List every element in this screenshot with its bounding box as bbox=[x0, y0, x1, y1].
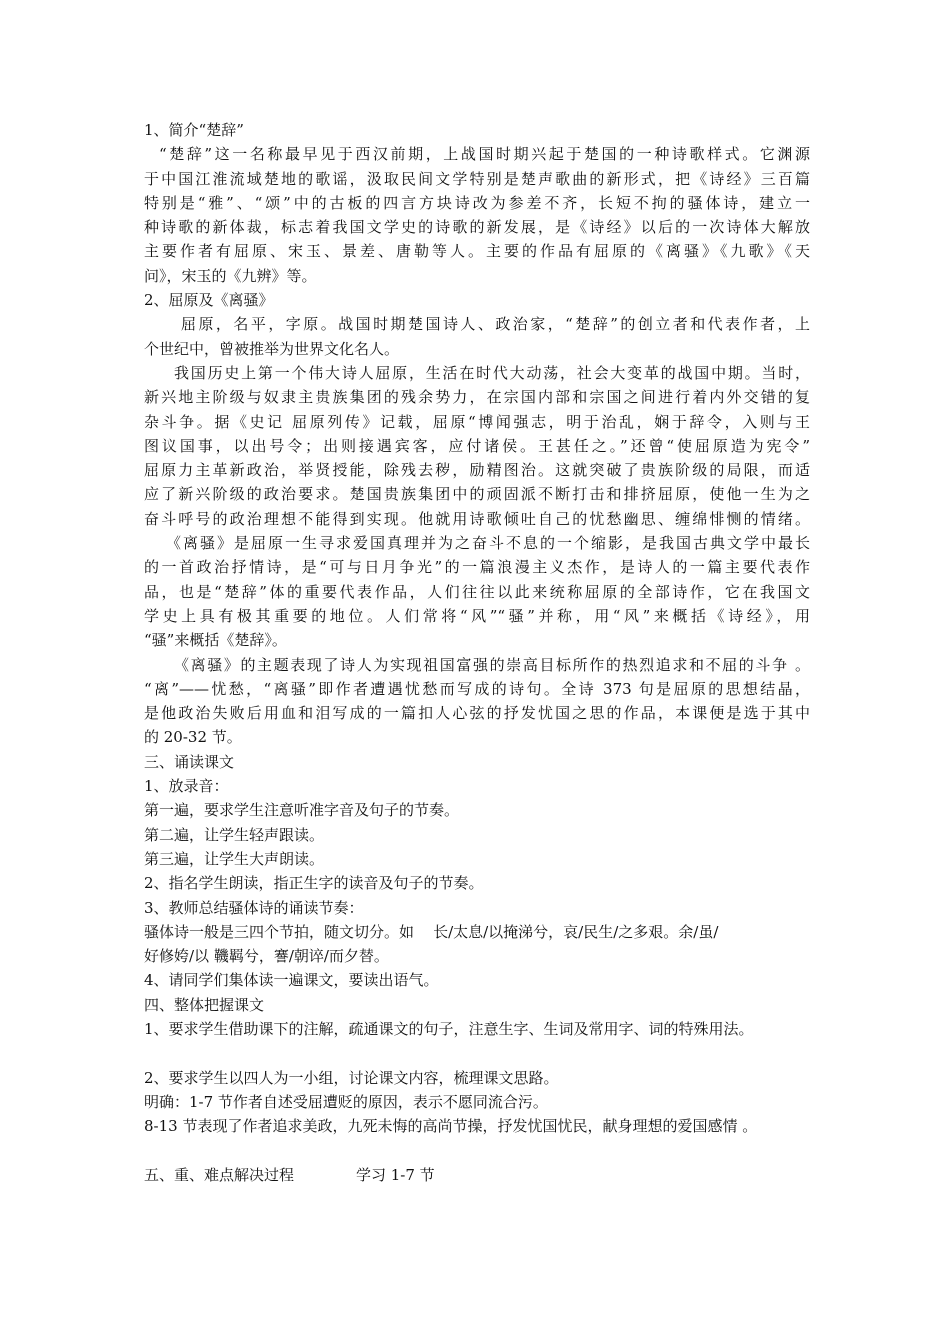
paragraph-line: 特别是“雅”、“颂”中的古板的四言方块诗改为参差不齐，长短不拘的骚体诗，建立一 bbox=[144, 193, 810, 212]
list-item: 1、要求学生借助课下的注解，疏通课文的句子，注意生字、生词及常用字、词的特殊用法。 bbox=[144, 1019, 754, 1038]
paragraph-line: “骚”来概括《楚辞》。 bbox=[144, 631, 287, 650]
paragraph-line: 种诗歌的新体裁，标志着我国文学史的诗歌的新发展，是《诗经》以后的一次诗体大解放 bbox=[144, 218, 810, 237]
list-item: 第二遍，让学生轻声跟读。 bbox=[144, 825, 325, 844]
paragraph-line: “离”——忧愁，“离骚”即作者遭遇忧愁而写成的诗句。全诗 373 句是屈原的思想结晶， bbox=[144, 679, 810, 698]
paragraph-line: 品，也是“楚辞”体的重要代表作品，人们往往以此来统称屈原的全部诗作，它在我国文 bbox=[144, 582, 810, 601]
paragraph-line: 屈原，名平，字原。战国时期楚国诗人、政治家，“楚辞”的创立者和代表作者，上 bbox=[181, 315, 810, 334]
paragraph-line: 明确：1-7 节作者自述受屈遭贬的原因，表示不愿同流合污。 bbox=[144, 1092, 548, 1111]
paragraph-line: 个世纪中，曾被推举为世界文化名人。 bbox=[144, 339, 400, 358]
paragraph-line: 8-13 节表现了作者追求美政，九死未悔的高尚节操，抒发忧国忧民，献身理想的爱国感情 。 bbox=[144, 1117, 758, 1136]
paragraph-line: 的 20-32 节。 bbox=[144, 728, 242, 747]
paragraph-line: 《离骚》是屈原一生寻求爱国真理并为之奋斗不息的一个缩影，是我国古典文学中最长 bbox=[166, 534, 810, 553]
list-item: 2、要求学生以四人为一小组，讨论课文内容，梳理课文思路。 bbox=[144, 1068, 559, 1087]
list-item: 第三遍，让学生大声朗读。 bbox=[144, 849, 325, 868]
paragraph-line: 是他政治失败后用血和泪写成的一篇扣人心弦的抒发忧国之思的作品，本课便是选于其中 bbox=[144, 704, 810, 723]
paragraph-line: 问》，宋玉的《九辨》等。 bbox=[144, 266, 317, 285]
paragraph-line: 图议国事，以出号令；出则接遇宾客，应付诸侯。王甚任之。”还曾“使屈原造为宪令” bbox=[144, 436, 810, 455]
list-item: 3、教师总结骚体诗的诵读节奏： bbox=[144, 898, 364, 917]
paragraph-line: 于中国江淮流域楚地的歌谣，汲取民间文学特别是楚声歌曲的新形式，把《诗经》三百篇 bbox=[144, 169, 810, 188]
paragraph-line: 应了新兴阶级的政治要求。楚国贵族集团中的顽固派不断打击和排挤屈原，使他一生为之 bbox=[144, 485, 810, 504]
paragraph-line: 学史上具有极其重要的地位。人们常将“风”“骚”并称，用“风”来概括《诗经》，用 bbox=[144, 606, 810, 625]
paragraph-line: “楚辞”这一名称最早见于西汉前期，上战国时期兴起于楚国的一种诗歌样式。它渊源 bbox=[159, 145, 810, 164]
paragraph-line: 新兴地主阶级与奴隶主贵族集团的残余势力，在宗国内部和宗国之间进行着内外交错的复 bbox=[144, 388, 810, 407]
heading-overall-grasp: 四、整体把握课文 bbox=[144, 995, 265, 1014]
paragraph-line: 我国历史上第一个伟大诗人屈原，生活在时代大动荡，社会大变革的战国中期。当时， bbox=[174, 363, 810, 382]
heading-key-points: 五、重、难点解决过程 学习 1-7 节 bbox=[144, 1165, 435, 1184]
blank-line bbox=[144, 1138, 810, 1162]
paragraph-line: 《离骚》的主题表现了诗人为实现祖国富强的崇高目标所作的热烈追求和不屈的斗争 。 bbox=[174, 655, 810, 674]
blank-line bbox=[144, 1041, 810, 1065]
list-item: 1、放录音： bbox=[144, 777, 229, 796]
paragraph-line: 骚体诗一般是三四个节拍，随文切分。如 长/太息/以掩涕兮，哀/民生/之多艰。余/虽/ bbox=[144, 922, 719, 941]
paragraph-line: 的一首政治抒情诗，是“可与日月争光”的一篇浪漫主义杰作，是诗人的一篇主要代表作 bbox=[144, 558, 810, 577]
paragraph-line: 主要作者有屈原、宋玉、景差、唐勒等人。主要的作品有屈原的《离骚》《九歌》《天 bbox=[144, 242, 810, 261]
paragraph-line: 奋斗呼号的政治理想不能得到实现。他就用诗歌倾吐自己的忧愁幽思、缠绵悱恻的情绪。 bbox=[144, 509, 810, 528]
list-item: 4、请同学们集体读一遍课文，要读出语气。 bbox=[144, 971, 439, 990]
list-item: 第一遍，要求学生注意听准字音及句子的节奏。 bbox=[144, 801, 460, 820]
paragraph-line: 好修姱/以 鞿羁兮，謇/朝谇/而夕替。 bbox=[144, 947, 389, 966]
heading-quyuan-lisao: 2、屈原及《离骚》 bbox=[144, 291, 274, 310]
heading-chuci-intro: 1、简介“楚辞” bbox=[144, 121, 244, 139]
paragraph-line: 杂斗争。据《史记 屈原列传》记载，屈原“博闻强志，明于治乱，娴于辞令，入则与王 bbox=[144, 412, 810, 431]
document-page bbox=[144, 118, 810, 1187]
list-item: 2、指名学生朗读，指正生字的读音及句子的节奏。 bbox=[144, 874, 484, 893]
heading-recite-text: 三、诵读课文 bbox=[144, 752, 235, 771]
paragraph-line: 屈原力主革新政治，举贤授能，除残去秽，励精图治。这就突破了贵族阶级的局限，而适 bbox=[144, 461, 810, 480]
